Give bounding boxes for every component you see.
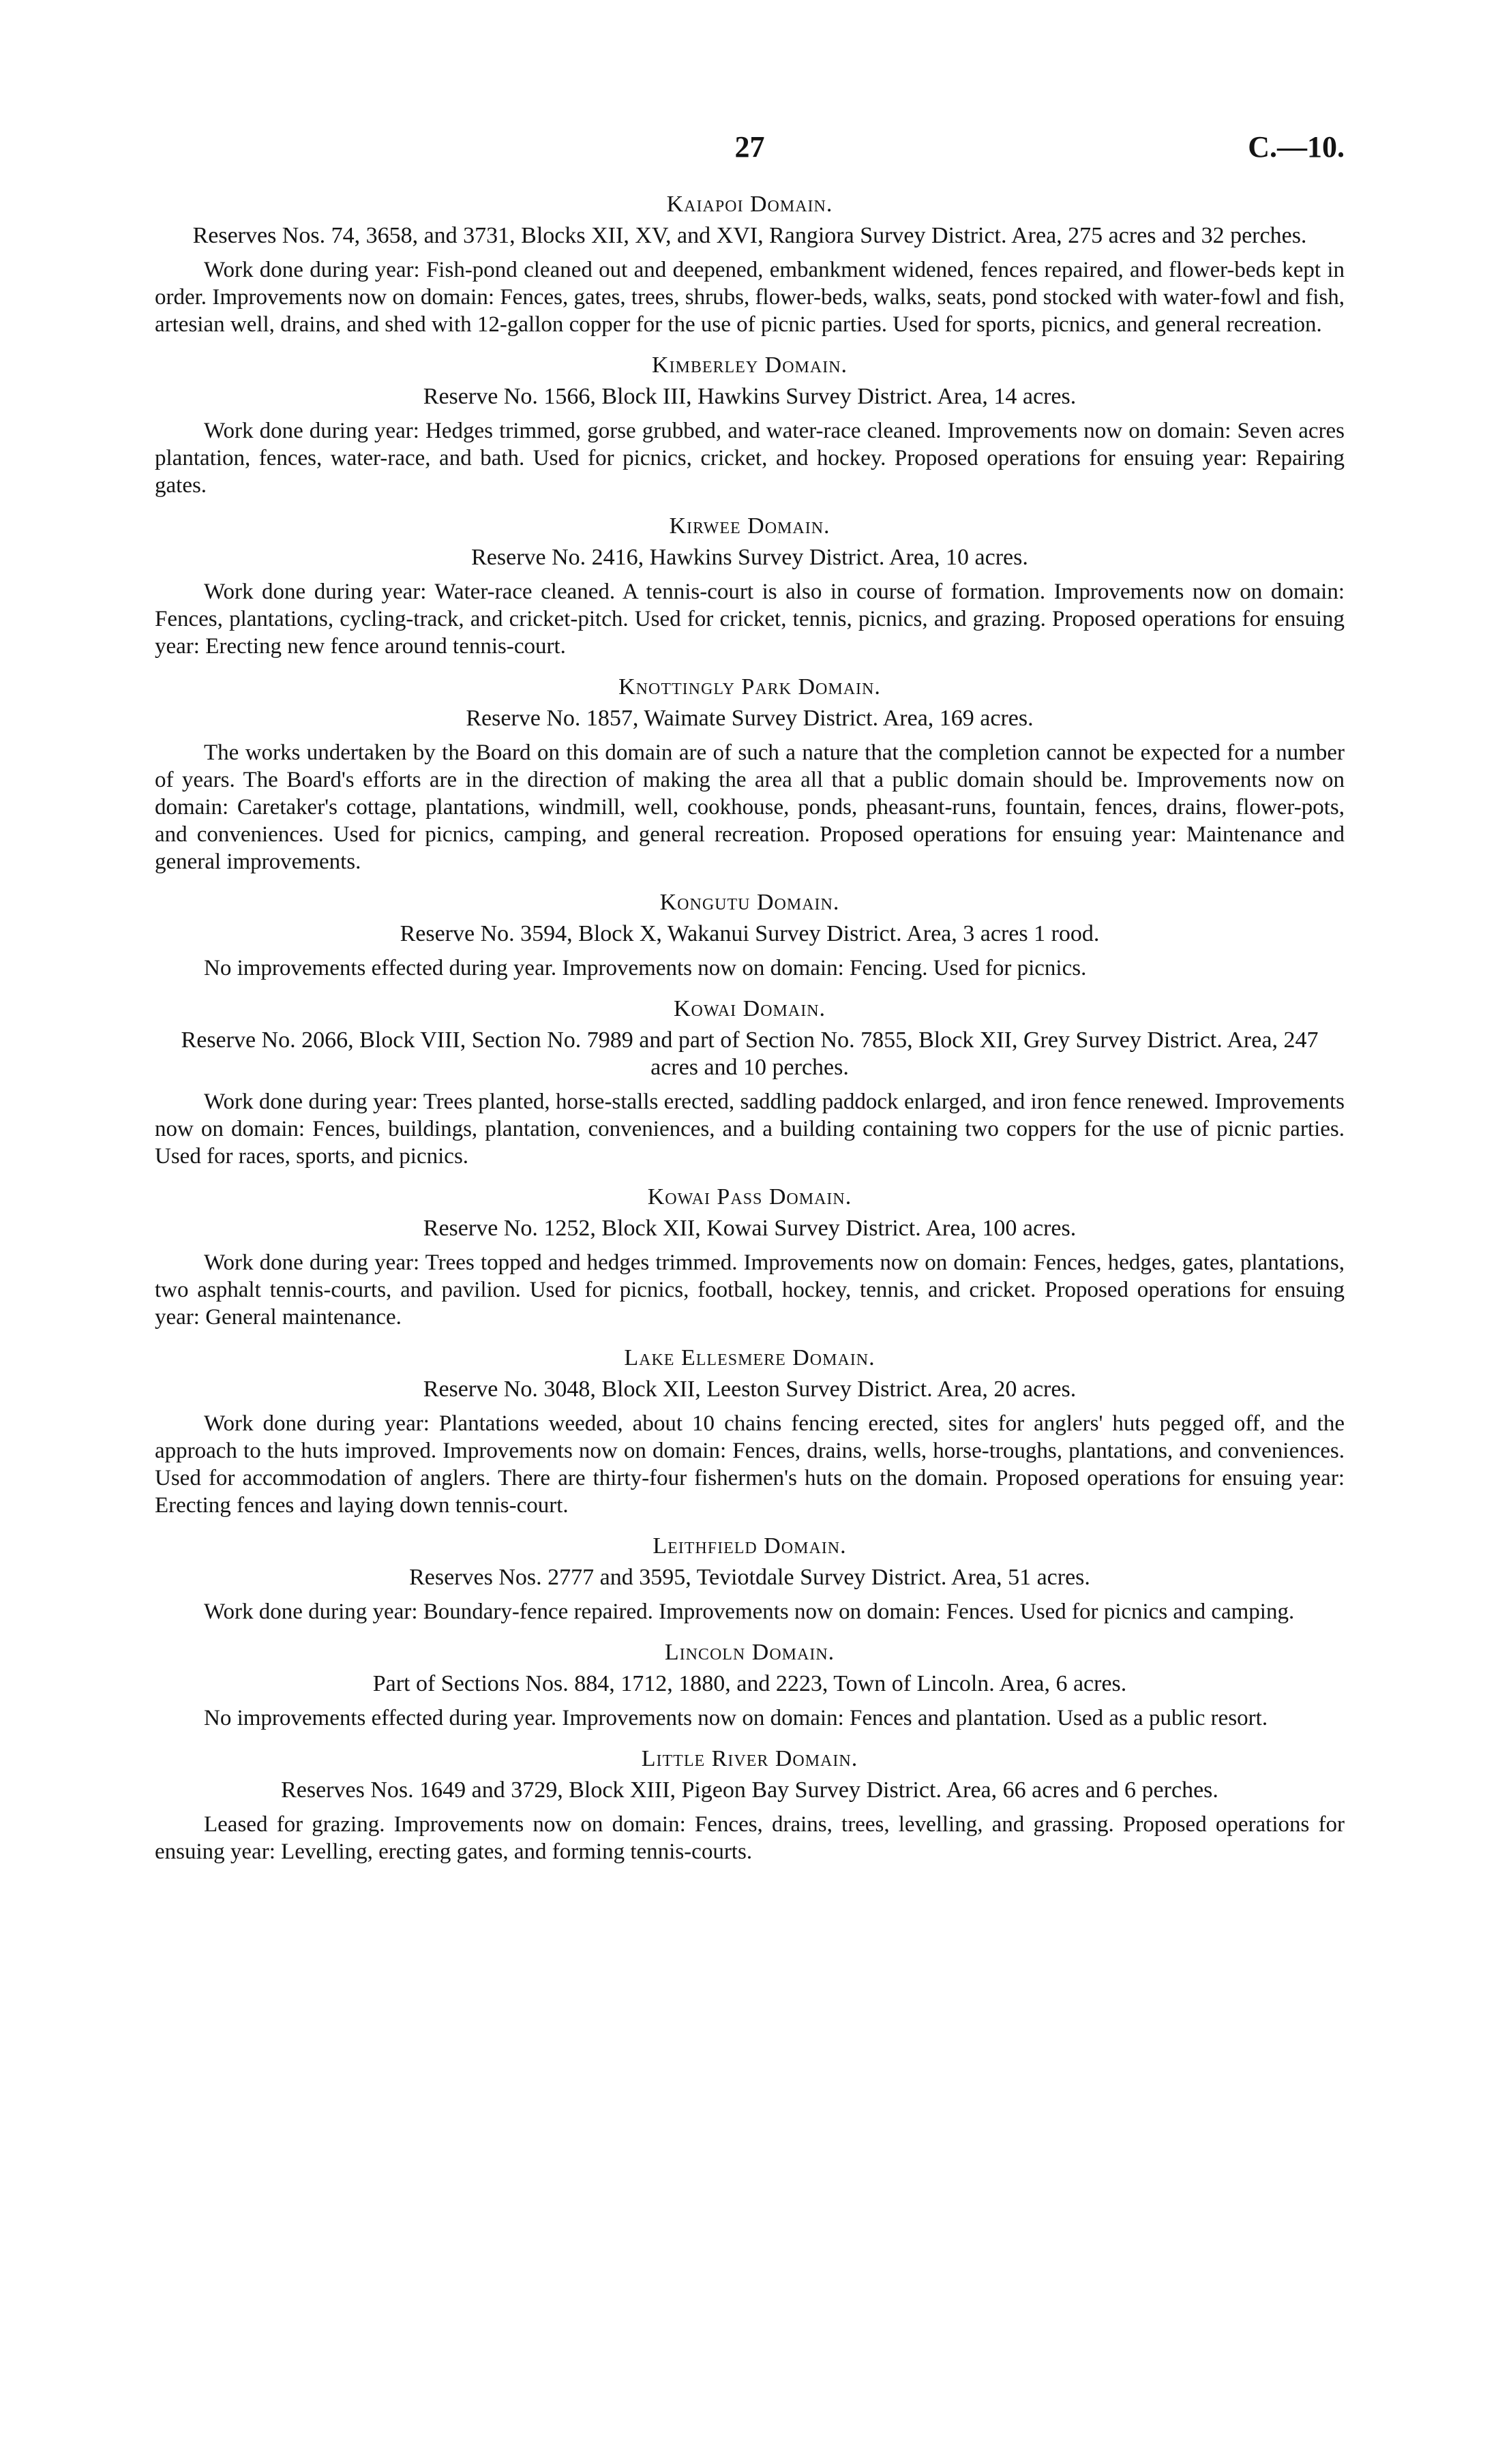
domain-heading: Kongutu Domain. [659, 890, 840, 915]
reserve-description: Reserve No. 2416, Hawkins Survey District. Area, 10 acres. [471, 545, 1028, 570]
domain-report-text: Work done during year: Water-race cleaned. A tennis-court is also in course of formation. Improvements now on domain: Fences, plantations, cycling-track, and cricket-pitch. Used for cricket, tennis, picnics, and grazing. Proposed operations for ensuing year: Erecting new fence around tennis-court. [155, 580, 1345, 659]
domain-heading: Lake Ellesmere Domain. [624, 1345, 875, 1370]
page-header [155, 130, 1345, 191]
reserve-description: Part of Sections Nos. 884, 1712, 1880, and 2223, Town of Lincoln. Area, 6 acres. [372, 1671, 1127, 1696]
domain-entry-kongutu [155, 889, 1345, 982]
reserve-description: Reserve No. 1252, Block XII, Kowai Survey District. Area, 100 acres. [423, 1216, 1077, 1241]
domain-entry-kowai-pass [155, 1184, 1345, 1331]
domain-report-text: Work done during year: Trees topped and hedges trimmed. Improvements now on domain: Fences, hedges, gates, plantations, two asphalt tennis-courts, and pavilion. Used for picnics, football, hockey, tennis, and cricket. Proposed operations for ensuing year: General maintenance. [155, 1250, 1345, 1329]
domain-report-text: Work done during year: Boundary-fence repaired. Improvements now on domain: Fences. Used for picnics and camping. [204, 1599, 1295, 1624]
domain-heading: Kaiapoi Domain. [666, 192, 833, 217]
reserve-description: Reserves Nos. 2777 and 3595, Teviotdale Survey District. Area, 51 acres. [409, 1565, 1090, 1590]
reserve-description: Reserve No. 2066, Block VIII, Section No. 7989 and part of Section No. 7855, Block XII, Grey Survey District. Area, 247 acres and 10 perches. [181, 1027, 1319, 1080]
domain-heading: Kowai Pass Domain. [647, 1184, 852, 1210]
reserve-description: Reserves Nos. 74, 3658, and 3731, Blocks XII, XV, and XVI, Rangiora Survey District. Area, 275 acres and 32 perches. [192, 223, 1307, 248]
domain-heading: Leithfield Domain. [653, 1533, 847, 1559]
domain-report-text: The works undertaken by the Board on this domain are of such a nature that the completion cannot be expected for a number of years. The Board's efforts are in the direction of making the area all that a public domain should be. Improvements now on domain: Caretaker's cottage, plantations, windmill, well, cookhouse, ponds, pheasant-runs, fountain, fences, drains, flower-pots, and conveniences. Used for picnics, camping, and general recreation. Proposed operations for ensuing year: Maintenance and general improvements. [155, 740, 1345, 874]
domain-heading: Kimberley Domain. [651, 352, 848, 378]
domain-report-text: Work done during year: Fish-pond cleaned out and deepened, embankment widened, fences repaired, and flower-beds kept in order. Improvements now on domain: Fences, gates, trees, shrubs, flower-beds, walks, seats, pond stocked with water-fowl and fish, artesian well, drains, and shed with 12-gallon copper for the use of picnic parties. Used for sports, picnics, and general recreation. [155, 258, 1345, 337]
domain-heading: Knottingly Park Domain. [618, 674, 881, 700]
domain-entry-kowai [155, 995, 1345, 1170]
domain-report-text: No improvements effected during year. Improvements now on domain: Fences and plantation. Used as a public resort. [204, 1706, 1268, 1730]
domain-entry-knottingly-park [155, 674, 1345, 875]
domain-entry-lincoln [155, 1639, 1345, 1732]
domain-report-text: No improvements effected during year. Improvements now on domain: Fencing. Used for picnics. [204, 956, 1087, 980]
reserve-description: Reserve No. 3048, Block XII, Leeston Survey District. Area, 20 acres. [423, 1377, 1077, 1402]
page-number: 27 [734, 130, 765, 164]
reserve-description: Reserve No. 1857, Waimate Survey District. Area, 169 acres. [466, 706, 1034, 731]
domain-entry-little-river [155, 1745, 1345, 1865]
reserve-description: Reserves Nos. 1649 and 3729, Block XIII, Pigeon Bay Survey District. Area, 66 acres and 6 perches. [281, 1777, 1218, 1803]
domain-entry-kirwee [155, 513, 1345, 660]
domain-heading: Lincoln Domain. [664, 1640, 835, 1665]
domain-heading: Kirwee Domain. [669, 513, 830, 539]
domain-entry-kaiapoi [155, 191, 1345, 338]
reserve-description: Reserve No. 3594, Block X, Wakanui Survey District. Area, 3 acres 1 rood. [400, 921, 1100, 946]
domain-entry-kimberley [155, 352, 1345, 499]
domain-report-text: Work done during year: Hedges trimmed, gorse grubbed, and water-race cleaned. Improvements now on domain: Seven acres plantation, fences, water-race, and bath. Used for picnics, cricket, and hockey. Proposed operations for ensuing year: Repairing gates. [155, 419, 1345, 498]
domain-entry-leithfield [155, 1533, 1345, 1625]
document-page [155, 130, 1345, 1879]
domain-report-text: Work done during year: Plantations weeded, about 10 chains fencing erected, sites for anglers' huts pegged off, and the approach to the huts improved. Improvements now on domain: Fences, drains, wells, horse-troughs, plantations, and conveniences. Used for accommodation of anglers. There are thirty-four fishermen's huts on the domain. Proposed operations for ensuing year: Erecting fences and laying down tennis-court. [155, 1411, 1345, 1518]
document-reference: C.—10. [1248, 130, 1345, 164]
domain-heading: Kowai Domain. [673, 996, 826, 1021]
domain-entry-lake-ellesmere [155, 1344, 1345, 1519]
domain-report-text: Work done during year: Trees planted, horse-stalls erected, saddling paddock enlarged, and iron fence renewed. Improvements now on domain: Fences, buildings, plantation, conveniences, and a building containing two coppers for the use of picnic parties. Used for races, sports, and picnics. [155, 1090, 1345, 1169]
domain-report-text: Leased for grazing. Improvements now on domain: Fences, drains, trees, levelling, and grassing. Proposed operations for ensuing year: Levelling, erecting gates, and forming tennis-courts. [155, 1812, 1345, 1864]
reserve-description: Reserve No. 1566, Block III, Hawkins Survey District. Area, 14 acres. [423, 384, 1077, 409]
domain-heading: Little River Domain. [641, 1746, 858, 1771]
